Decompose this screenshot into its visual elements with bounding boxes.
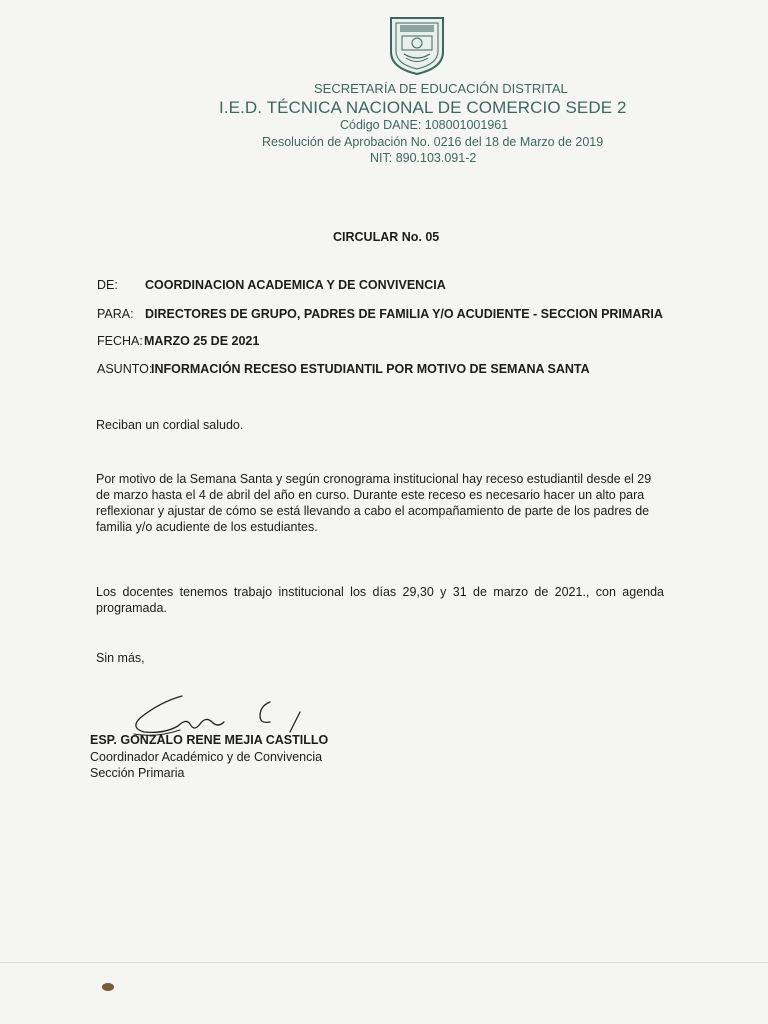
secretaria-line: SECRETARÍA DE EDUCACIÓN DISTRITAL <box>314 81 568 96</box>
closing: Sin más, <box>96 651 145 665</box>
meta-para <box>97 307 663 321</box>
meta-fecha <box>97 334 259 348</box>
meta-asunto <box>97 362 590 376</box>
meta-para-label: PARA: <box>97 307 134 321</box>
body-paragraph-1: Por motivo de la Semana Santa y según cronograma institucional hay receso estudiantil desde el 29 de marzo hasta el 4 de abril del año en curso. Durante este receso es necesario hacer un alto para reflexionar y ajustar de cómo se está llevando a cabo el acompañamiento de parte de los padres de familia y/o acudiente de los estudiantes. <box>96 472 652 534</box>
meta-asunto-label: ASUNTO: <box>97 362 153 376</box>
meta-de-label: DE: <box>97 278 118 292</box>
signatory-section: Sección Primaria <box>90 766 185 780</box>
school-crest-logo <box>386 14 448 76</box>
dane-code: Código DANE: 108001001961 <box>340 118 509 132</box>
scan-edge-line <box>0 962 768 963</box>
meta-fecha-label: FECHA: <box>97 334 143 348</box>
institution-name: I.E.D. TÉCNICA NACIONAL DE COMERCIO SEDE 2 <box>219 98 627 117</box>
meta-de-value: COORDINACION ACADEMICA Y DE CONVIVENCIA <box>145 278 446 292</box>
circular-title: CIRCULAR No. 05 <box>333 230 440 244</box>
greeting: Reciban un cordial saludo. <box>96 418 244 432</box>
signatory-name: ESP. GONZALO RENE MEJIA CASTILLO <box>90 733 329 747</box>
body-paragraph-2: Los docentes tenemos trabajo institucional los días 29,30 y 31 de marzo de 2021., con agenda programada. <box>96 585 664 615</box>
meta-para-value: DIRECTORES DE GRUPO, PADRES DE FAMILIA Y/O ACUDIENTE - SECCION PRIMARIA <box>145 307 663 321</box>
meta-asunto-value: INFORMACIÓN RECESO ESTUDIANTIL POR MOTIVO DE SEMANA SANTA <box>151 362 590 376</box>
approval-resolution: Resolución de Aprobación No. 0216 del 18 de Marzo de 2019 <box>262 135 604 149</box>
nit-number: NIT: 890.103.091-2 <box>370 151 477 165</box>
meta-fecha-value: MARZO 25 DE 2021 <box>144 334 260 348</box>
signatory-role: Coordinador Académico y de Convivencia <box>90 750 323 764</box>
meta-de <box>97 278 446 292</box>
paper-stain <box>101 982 115 992</box>
